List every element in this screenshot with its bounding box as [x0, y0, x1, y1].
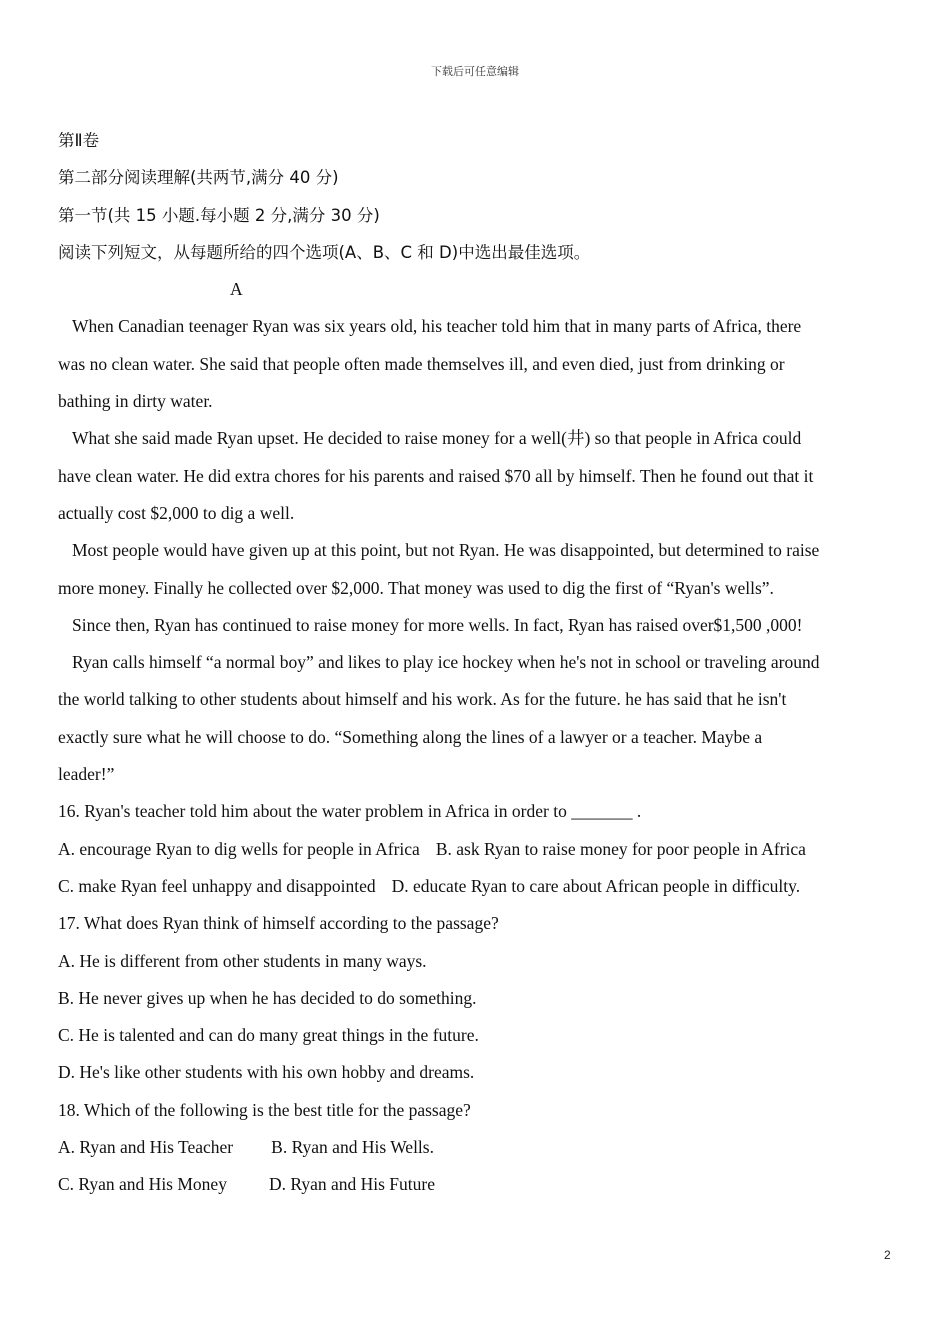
passage-label: A [230, 279, 243, 300]
paragraph-line: What she said made Ryan upset. He decided to raise money for a well(井) so that people in Africa could [72, 428, 802, 449]
option-a: A. Ryan and His Teacher [58, 1137, 234, 1158]
option-c: C. He is talented and can do many great things in the future. [58, 1025, 479, 1046]
paragraph-1 [58, 308, 898, 420]
document-body [58, 122, 898, 1204]
option-b: B. Ryan and His Wells. [271, 1137, 434, 1158]
option-c: C. make Ryan feel unhappy and disappointed [58, 875, 376, 896]
volume-title: 第Ⅱ卷 [58, 131, 100, 150]
paragraph-line: actually cost $2,000 to dig a well. [58, 502, 295, 523]
option-b: B. ask Ryan to raise money for poor people in Africa [435, 838, 806, 859]
paragraph-line: bathing in dirty water. [58, 391, 213, 412]
paragraph-line: was no clean water. She said that people often made themselves ill, and even died, just from drinking or [58, 353, 785, 374]
instructions: 阅读下列短文，从每题所给的四个选项(A、B、C 和 D)中选出最佳选项。 [58, 242, 591, 262]
question-16 [58, 793, 898, 905]
paragraph-line: more money. Finally he collected over $2,000. That money was used to dig the first of “Ryan's wells”. [58, 577, 774, 598]
option-d: D. He's like other students with his own hobby and dreams. [58, 1062, 475, 1083]
question-18 [58, 1092, 898, 1204]
option-row [58, 1166, 898, 1203]
question-stem: 16. Ryan's teacher told him about the water problem in Africa in order to _______ . [58, 801, 642, 822]
paragraph-line: have clean water. He did extra chores for his parents and raised $70 all by himself. Then he found out that it [58, 465, 814, 486]
option-row [58, 1129, 898, 1166]
paragraph-4 [58, 607, 898, 644]
option-d: D. Ryan and His Future [268, 1174, 435, 1195]
paragraph-5 [58, 644, 898, 793]
option-d: D. educate Ryan to care about African people in difficulty. [391, 875, 801, 896]
question-stem: 17. What does Ryan think of himself according to the passage? [58, 913, 499, 934]
question-stem: 18. Which of the following is the best title for the passage? [58, 1099, 471, 1120]
question-17 [58, 905, 898, 1091]
paragraph-2 [58, 420, 898, 532]
paragraph-line: Most people would have given up at this point, but not Ryan. He was disappointed, but determined to raise [72, 540, 820, 561]
paragraph-line: the world talking to other students about himself and his work. As for the future. he has said that he isn't [58, 689, 787, 710]
option-row [58, 831, 898, 868]
paragraph-line: leader!” [58, 764, 115, 785]
paragraph-line: exactly sure what he will choose to do. “Something along the lines of a lawyer or a teacher. Maybe a [58, 726, 763, 747]
option-a: A. He is different from other students in many ways. [58, 950, 427, 971]
paragraph-line: Ryan calls himself “a normal boy” and likes to play ice hockey when he's not in school or traveling around [72, 652, 820, 673]
paragraph-3 [58, 532, 898, 607]
page-number: 2 [884, 1248, 891, 1262]
option-b: B. He never gives up when he has decided to do something. [58, 987, 477, 1008]
option-a: A. encourage Ryan to dig wells for people in Africa [58, 838, 420, 859]
option-row [58, 868, 898, 905]
section-title: 第一节(共 15 小题.每小题 2 分,满分 30 分) [58, 205, 380, 225]
option-c: C. Ryan and His Money [58, 1174, 227, 1195]
part-title: 第二部分阅读理解(共两节,满分 40 分) [58, 168, 339, 188]
paragraph-line: Since then, Ryan has continued to raise money for more wells. In fact, Ryan has raised over$1,500 ,000! [72, 614, 803, 635]
page-header: 下载后可任意编辑 [431, 65, 519, 78]
paragraph-line: When Canadian teenager Ryan was six years old, his teacher told him that in many parts of Africa, there [72, 316, 802, 337]
